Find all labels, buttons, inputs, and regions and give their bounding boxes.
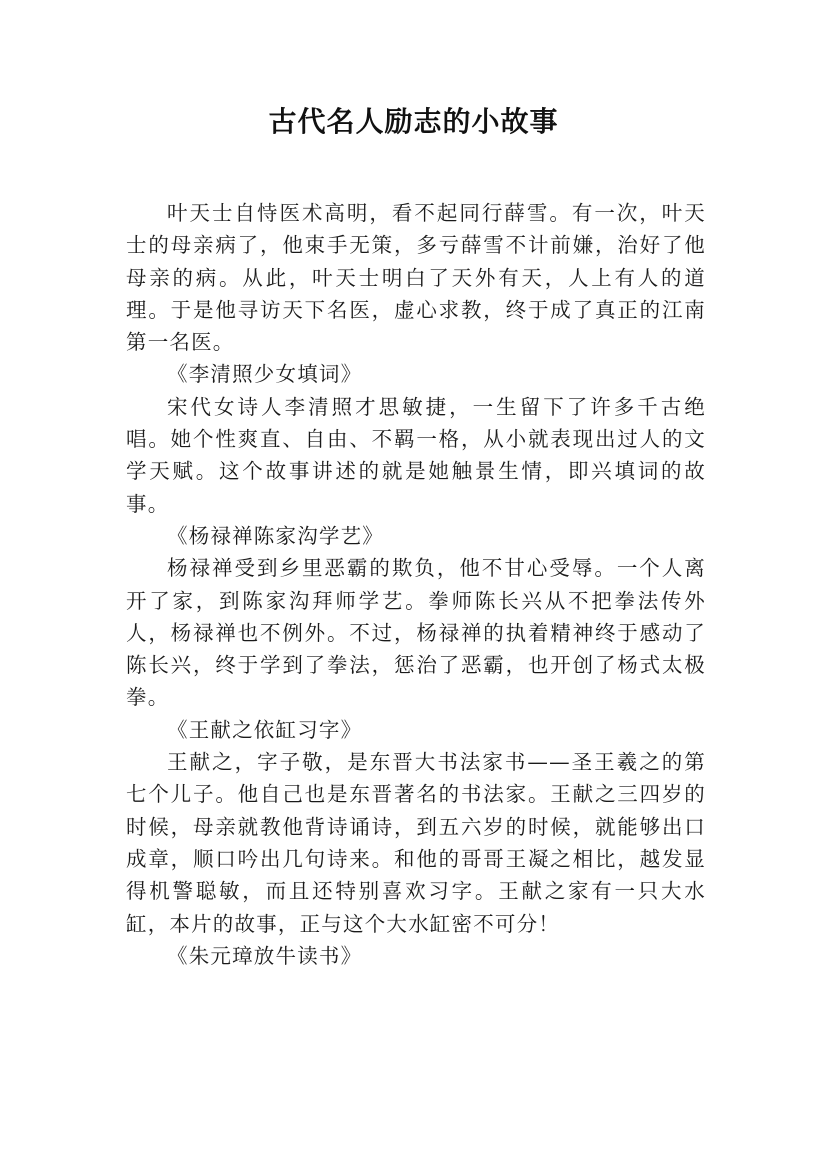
story-paragraph-wang-xianzhi: 王献之，字子敬，是东晋大书法家书——圣王羲之的第七个儿子。他自己也是东晋著名的书法家。王献之三四岁的时候，母亲就教他背诗诵诗，到五六岁的时候，就能够出口成章，顺口吟出几句诗来。和他的哥哥王凝之相比，越发显得机警聪敏，而且还特别喜欢习字。王献之家有一只大水缸，本片的故事，正与这个大水缸密不可分！ [126,750,706,936]
document-title: 古代名人励志的小故事 [268,105,559,138]
story-heading-yang-luchan: 《杨禄禅陈家沟学艺》 [167,523,384,548]
story-heading-wang-xianzhi: 《王献之依缸习字》 [167,717,363,742]
story-heading-li-qingzhao: 《李清照少女填词》 [167,362,363,387]
document-body [126,197,706,972]
story-heading-zhu-yuanzhang: 《朱元璋放牛读书》 [167,943,363,968]
story-paragraph-yang-luchan: 杨禄禅受到乡里恶霸的欺负，他不甘心受辱。一个人离开了家，到陈家沟拜师学艺。拳师陈长兴从不把拳法传外人，杨禄禅也不例外。不过，杨禄禅的执着精神终于感动了陈长兴，终于学到了拳法，惩治了恶霸，也开创了杨式太极拳。 [126,556,706,710]
story-paragraph-li-qingzhao: 宋代女诗人李清照才思敏捷，一生留下了许多千古绝唱。她个性爽直、自由、不羁一格，从小就表现出过人的文学天赋。这个故事讲述的就是她触景生情，即兴填词的故事。 [126,394,706,516]
story-paragraph-ye-tianshi: 叶天士自恃医术高明，看不起同行薛雪。有一次，叶天士的母亲病了，他束手无策，多亏薛雪不计前嫌，治好了他母亲的病。从此，叶天士明白了天外有天，人上有人的道理。于是他寻访天下名医，虚心求教，终于成了真正的江南第一名医。 [126,201,706,355]
